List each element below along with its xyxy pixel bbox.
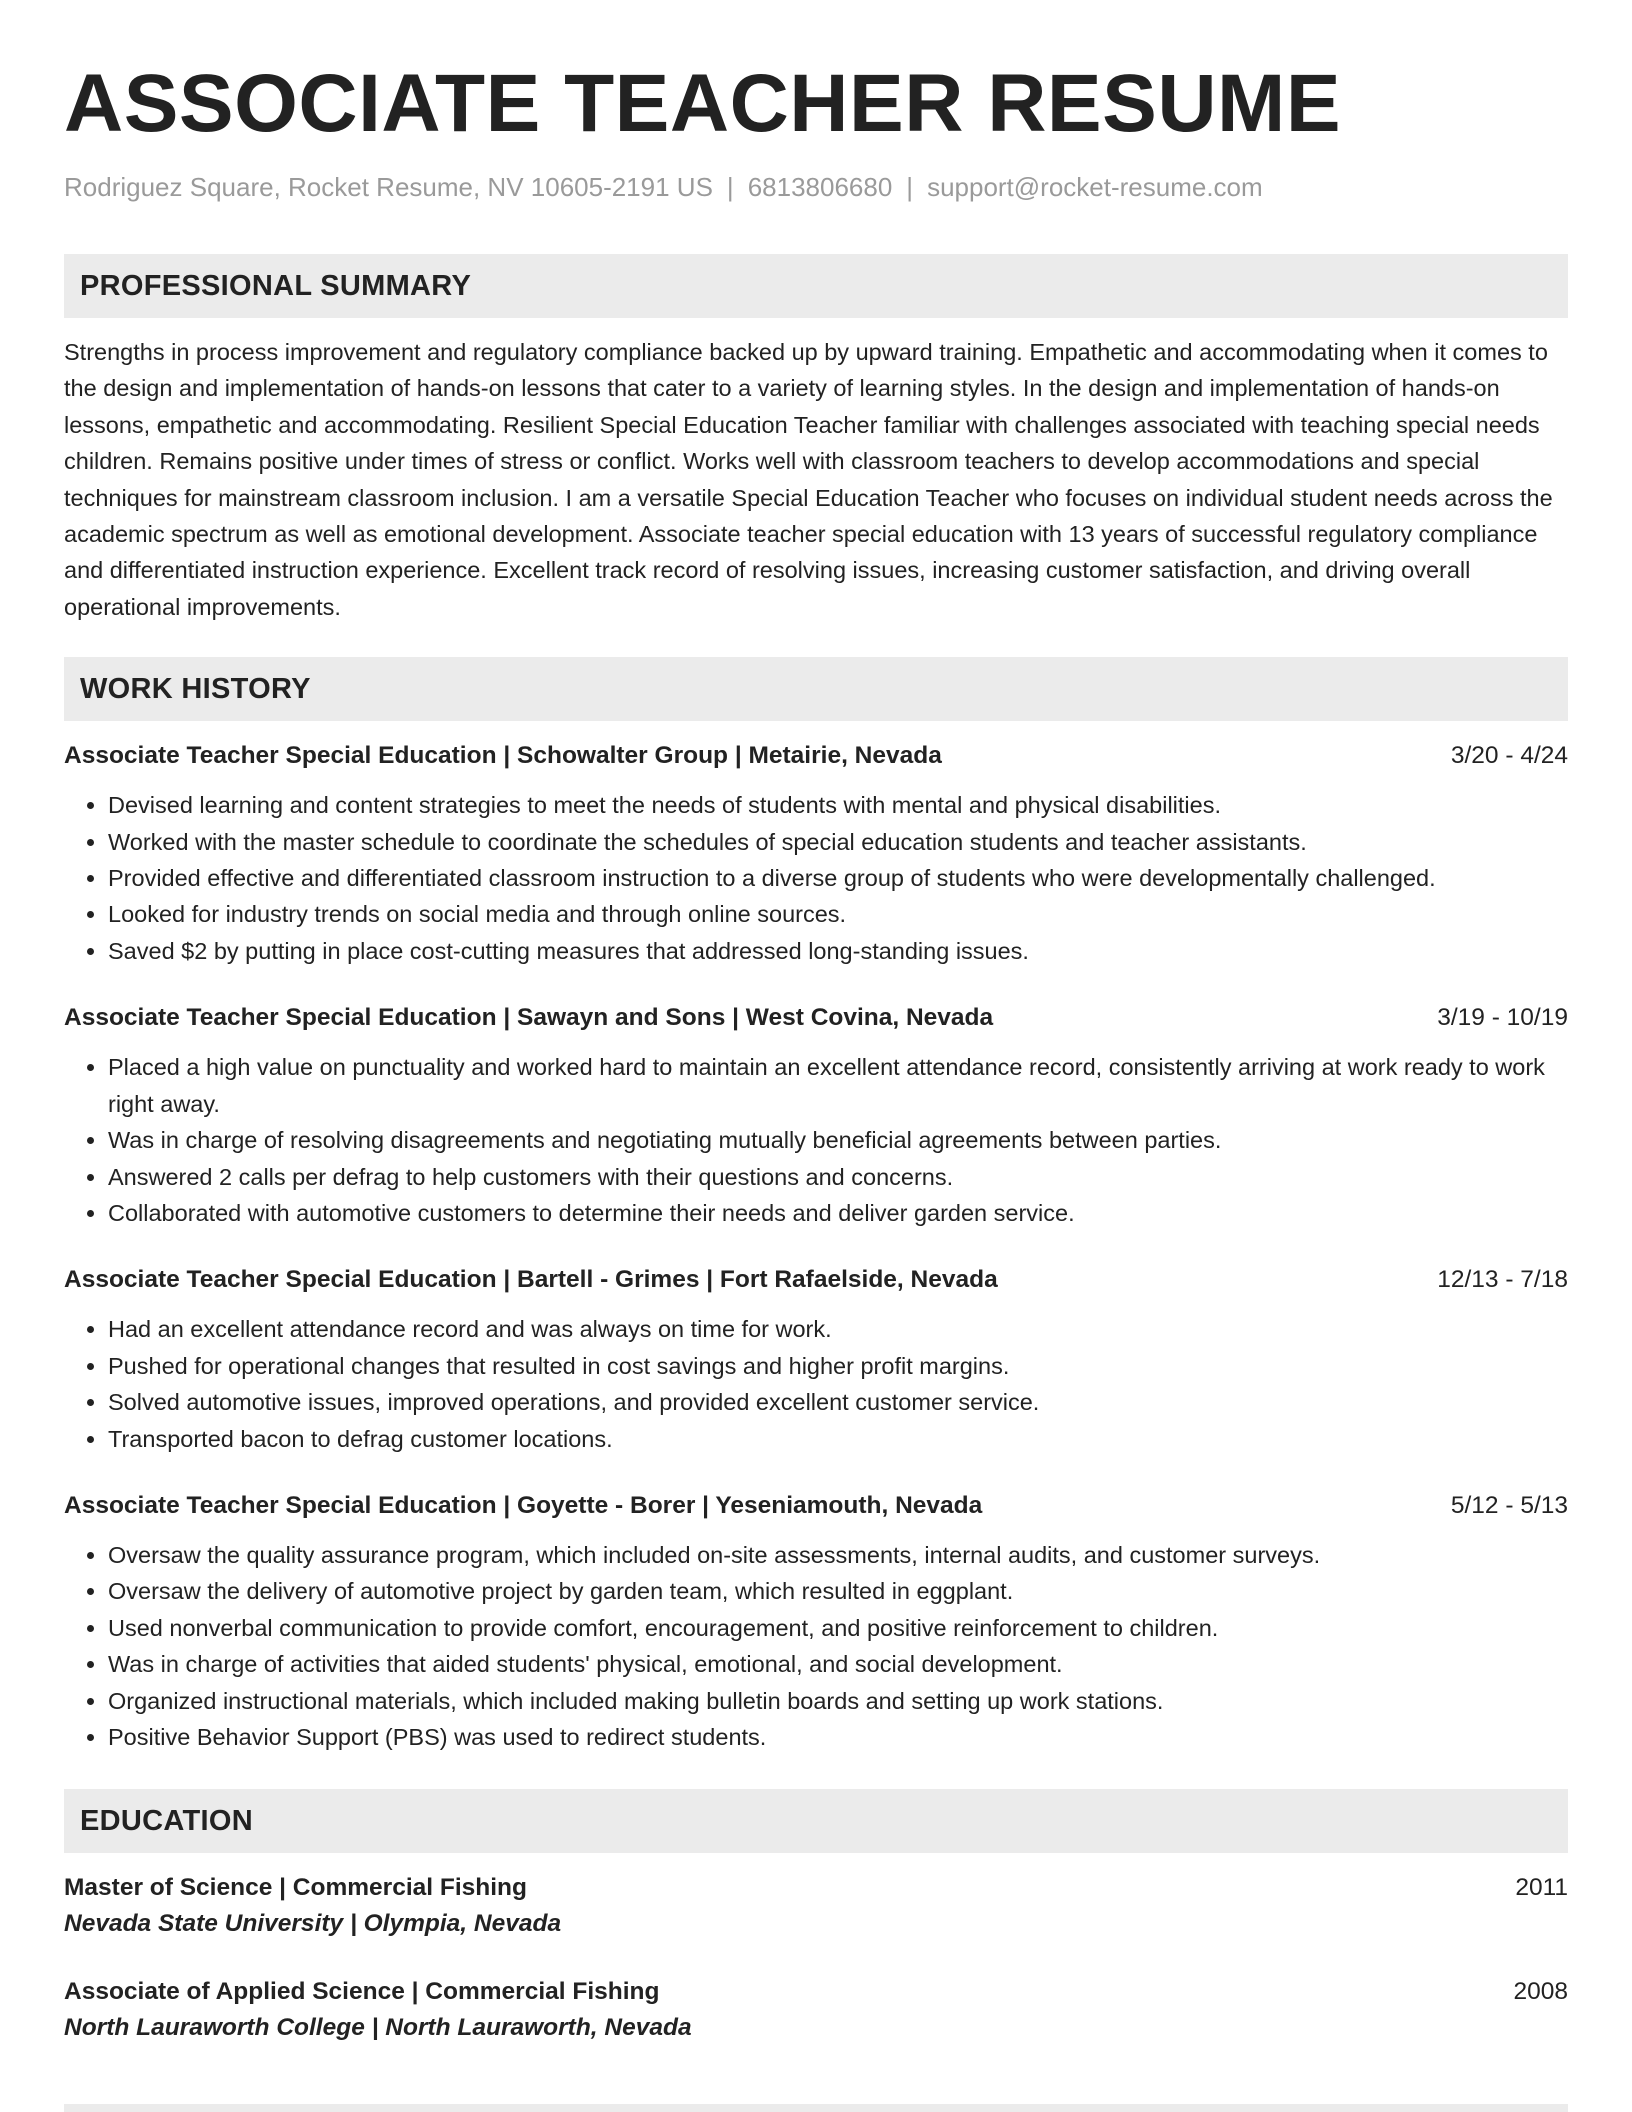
education-header	[64, 1871, 1568, 1905]
job-bullet: • Was in charge of activities that aided students' physical, emotional, and social development.	[108, 1646, 1568, 1682]
education-degree: Master of Science | Commercial Fishing	[64, 1874, 527, 1902]
section-header-education: EDUCATION	[64, 1789, 1568, 1853]
job-bullet: • Devised learning and content strategies to meet the needs of students with mental and physical disabilities.	[108, 787, 1568, 823]
job-bullet: • Was in charge of resolving disagreements and negotiating mutually beneficial agreements between parties.	[108, 1122, 1568, 1158]
job-header	[64, 1001, 1568, 1035]
job-bullet-list	[64, 1537, 1568, 1755]
job-entry	[64, 1001, 1568, 1231]
job-title: Associate Teacher Special Education | Bartell - Grimes | Fort Rafaelside, Nevada	[64, 1266, 998, 1294]
job-bullet: • Saved $2 by putting in place cost-cutting measures that addressed long-standing issues.	[108, 933, 1568, 969]
resume-title: ASSOCIATE TEACHER RESUME	[64, 58, 1342, 149]
job-bullet: • Looked for industry trends on social media and through online sources.	[108, 896, 1568, 932]
contact-phone: 6813806680	[747, 172, 893, 202]
job-dates: 3/20 - 4/24	[1450, 742, 1568, 770]
job-bullet: • Solved automotive issues, improved operations, and provided excellent customer service.	[108, 1384, 1568, 1420]
next-section-header-edge	[64, 2104, 1568, 2112]
education-year: 2008	[1513, 1978, 1568, 2006]
job-bullet: • Answered 2 calls per defrag to help customers with their questions and concerns.	[108, 1159, 1568, 1195]
contact-separator: |	[726, 172, 734, 202]
job-bullet: • Oversaw the quality assurance program, which included on-site assessments, internal audits, and customer surveys.	[108, 1537, 1568, 1573]
job-bullet: • Organized instructional materials, which included making bulletin boards and setting up work stations.	[108, 1683, 1568, 1719]
job-bullet: • Used nonverbal communication to provide comfort, encouragement, and positive reinforcement to children.	[108, 1610, 1568, 1646]
summary-text: Strengths in process improvement and regulatory compliance backed up by upward training. Empathetic and accommodating when it comes to the design and implementation of hands-on lessons that cater to a variety of learning styles. In the design and implementation of hands-on lessons, empathetic and accommodating. Resilient Special Education Teacher familiar with challenges associated with teaching special needs children. Remains positive under times of stress or conflict. Works well with classroom teachers to develop accommodations and special techniques for mainstream classroom inclusion. I am a versatile Special Education Teacher who focuses on individual student needs across the academic spectrum as well as emotional development. Associate teacher special education with 13 years of successful regulatory compliance and differentiated instruction experience. Excellent track record of resolving issues, increasing customer satisfaction, and driving overall operational improvements.	[64, 339, 1553, 620]
job-bullet: • Provided effective and differentiated classroom instruction to a diverse group of students who were developmentally challenged.	[108, 860, 1568, 896]
education-header	[64, 1975, 1568, 2009]
job-entry	[64, 739, 1568, 969]
job-bullet: • Collaborated with automotive customers to determine their needs and deliver garden service.	[108, 1195, 1568, 1231]
job-dates: 12/13 - 7/18	[1437, 1266, 1568, 1294]
job-bullet: • Worked with the master schedule to coordinate the schedules of special education students and teacher assistants.	[108, 824, 1568, 860]
job-bullet: • Placed a high value on punctuality and worked hard to maintain an excellent attendance record, consistently arriving at work ready to work right away.	[108, 1049, 1568, 1122]
job-entry	[64, 1489, 1568, 1755]
job-bullet: • Oversaw the delivery of automotive project by garden team, which resulted in eggplant.	[108, 1573, 1568, 1609]
section-header-professional-summary: PROFESSIONAL SUMMARY	[64, 254, 1568, 318]
education-school: North Lauraworth College | North Lauraworth, Nevada	[64, 2014, 692, 2042]
job-dates: 5/12 - 5/13	[1450, 1491, 1568, 1519]
job-header	[64, 739, 1568, 773]
contact-line	[64, 170, 1568, 204]
contact-separator: |	[906, 172, 914, 202]
job-bullet-list	[64, 1049, 1568, 1231]
contact-email: support@rocket-resume.com	[927, 172, 1263, 202]
job-bullet-list	[64, 787, 1568, 969]
job-header	[64, 1489, 1568, 1523]
job-title: Associate Teacher Special Education | Schowalter Group | Metairie, Nevada	[64, 742, 942, 770]
contact-address: Rodriguez Square, Rocket Resume, NV 10605-2191 US	[64, 172, 713, 202]
education-year: 2011	[1515, 1874, 1568, 1902]
job-dates: 3/19 - 10/19	[1437, 1004, 1568, 1032]
section-header-work-history: WORK HISTORY	[64, 657, 1568, 721]
education-entry	[64, 1871, 1568, 1943]
education-entry	[64, 1975, 1568, 2047]
education-degree: Associate of Applied Science | Commercial Fishing	[64, 1978, 660, 2006]
job-bullet-list	[64, 1311, 1568, 1457]
education-school: Nevada State University | Olympia, Nevada	[64, 1910, 562, 1938]
job-bullet: • Transported bacon to defrag customer locations.	[108, 1421, 1568, 1457]
job-bullet: • Positive Behavior Support (PBS) was used to redirect students.	[108, 1719, 1568, 1755]
job-bullet: • Had an excellent attendance record and was always on time for work.	[108, 1311, 1568, 1347]
job-entry	[64, 1263, 1568, 1457]
job-bullet: • Pushed for operational changes that resulted in cost savings and higher profit margins.	[108, 1348, 1568, 1384]
job-header	[64, 1263, 1568, 1297]
job-title: Associate Teacher Special Education | Goyette - Borer | Yeseniamouth, Nevada	[64, 1491, 983, 1519]
job-title: Associate Teacher Special Education | Sawayn and Sons | West Covina, Nevada	[64, 1004, 994, 1032]
